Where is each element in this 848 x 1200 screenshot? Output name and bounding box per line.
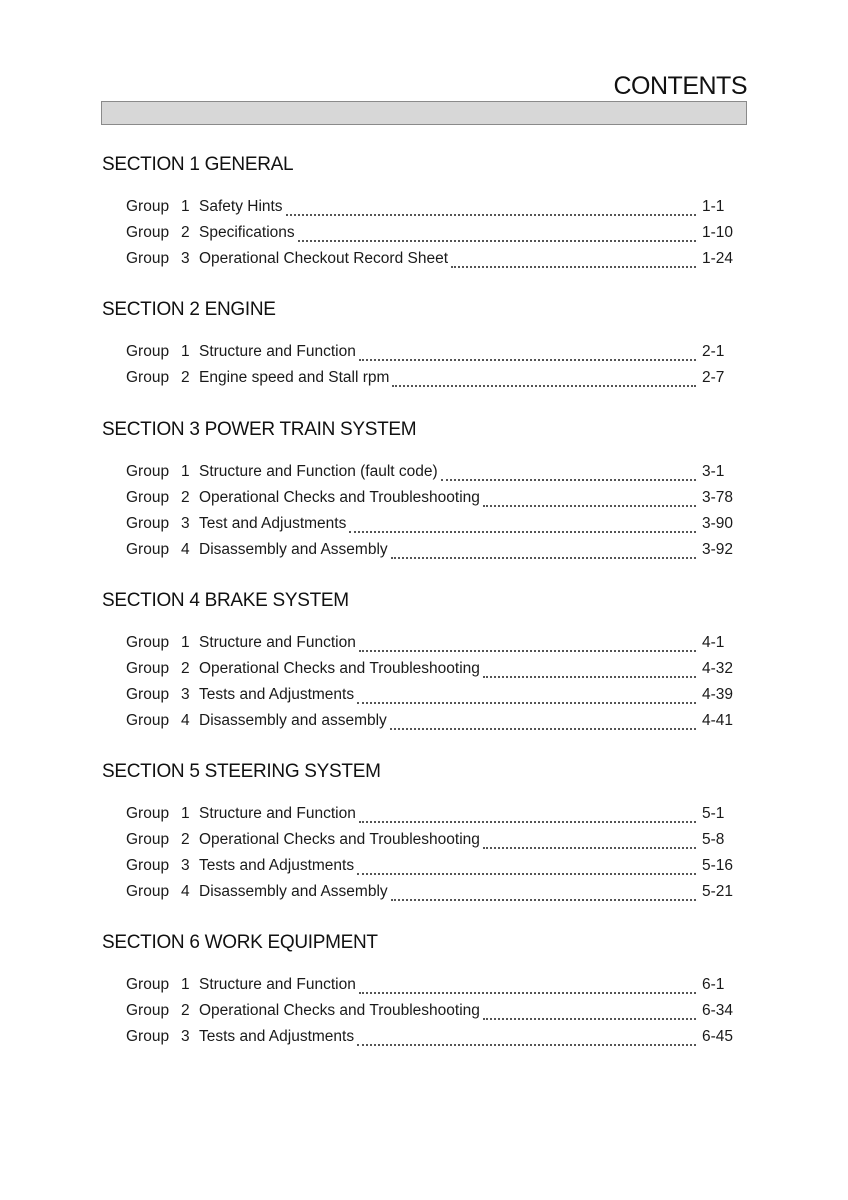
dot-leader <box>359 359 696 361</box>
group-number: 1 <box>181 805 190 822</box>
group-label: Group <box>126 224 170 241</box>
group-number: 2 <box>181 1002 190 1019</box>
page-number: 3-90 <box>702 515 734 532</box>
group-label: Group <box>126 857 170 874</box>
dot-leader <box>390 728 696 730</box>
dot-leader <box>359 650 696 652</box>
dot-leader <box>483 1018 696 1020</box>
group-number: 3 <box>181 515 190 532</box>
toc-entry[interactable] <box>126 660 738 682</box>
toc-entry[interactable] <box>126 805 738 827</box>
group-number: 2 <box>181 831 190 848</box>
group-number: 3 <box>181 250 190 267</box>
page-number: 6-1 <box>702 976 725 993</box>
toc-entry[interactable] <box>126 686 738 708</box>
toc-entry[interactable] <box>126 634 738 656</box>
page-number: 4-32 <box>702 660 734 677</box>
section-heading: SECTION 3 POWER TRAIN SYSTEM <box>102 419 417 440</box>
group-label: Group <box>126 343 170 360</box>
page-title: CONTENTS <box>613 72 747 100</box>
dot-leader <box>451 266 696 268</box>
group-label: Group <box>126 634 170 651</box>
group-label: Group <box>126 831 170 848</box>
page-number: 1-1 <box>702 198 725 215</box>
group-label: Group <box>126 515 170 532</box>
entry-title: Safety Hints <box>199 198 283 215</box>
group-label: Group <box>126 1028 170 1045</box>
entry-title: Disassembly and assembly <box>199 712 387 729</box>
toc-entry[interactable] <box>126 515 738 537</box>
group-label: Group <box>126 976 170 993</box>
group-number: 2 <box>181 369 190 386</box>
entry-title: Engine speed and Stall rpm <box>199 369 390 386</box>
entry-title: Tests and Adjustments <box>199 686 355 703</box>
page-number: 2-1 <box>702 343 725 360</box>
entry-title: Operational Checkout Record Sheet <box>199 250 449 267</box>
entry-title: Disassembly and Assembly <box>199 541 388 558</box>
page-number: 5-1 <box>702 805 725 822</box>
entry-title: Structure and Function <box>199 634 356 651</box>
page-number: 3-92 <box>702 541 734 558</box>
dot-leader <box>483 676 696 678</box>
group-label: Group <box>126 1002 170 1019</box>
toc-entry[interactable] <box>126 712 738 734</box>
page-number: 3-78 <box>702 489 734 506</box>
section-heading: SECTION 6 WORK EQUIPMENT <box>102 932 378 953</box>
group-number: 1 <box>181 343 190 360</box>
group-number: 3 <box>181 1028 190 1045</box>
toc-entry[interactable] <box>126 343 738 365</box>
page-number: 6-34 <box>702 1002 734 1019</box>
toc-entry[interactable] <box>126 1028 738 1050</box>
entry-title: Operational Checks and Troubleshooting <box>199 1002 480 1019</box>
dot-leader <box>286 214 696 216</box>
toc-entry[interactable] <box>126 198 738 220</box>
group-label: Group <box>126 712 170 729</box>
group-label: Group <box>126 883 170 900</box>
dot-leader <box>392 385 696 387</box>
group-label: Group <box>126 250 170 267</box>
entry-title: Specifications <box>199 224 295 241</box>
group-number: 4 <box>181 883 190 900</box>
dot-leader <box>483 847 696 849</box>
group-label: Group <box>126 660 170 677</box>
group-label: Group <box>126 541 170 558</box>
dot-leader <box>359 992 696 994</box>
group-number: 2 <box>181 224 190 241</box>
section-heading: SECTION 5 STEERING SYSTEM <box>102 761 381 782</box>
toc-entry[interactable] <box>126 883 738 905</box>
entry-title: Tests and Adjustments <box>199 1028 355 1045</box>
dot-leader <box>483 505 696 507</box>
entry-title: Operational Checks and Troubleshooting <box>199 489 480 506</box>
entry-title: Structure and Function <box>199 805 356 822</box>
page-number: 1-10 <box>702 224 734 241</box>
dot-leader <box>357 1044 696 1046</box>
page-number: 4-1 <box>702 634 725 651</box>
group-number: 1 <box>181 976 190 993</box>
toc-entry[interactable] <box>126 857 738 879</box>
dot-leader <box>441 479 696 481</box>
title-bar <box>101 101 747 125</box>
section-heading: SECTION 2 ENGINE <box>102 299 276 320</box>
toc-entry[interactable] <box>126 831 738 853</box>
section-heading: SECTION 1 GENERAL <box>102 154 294 175</box>
dot-leader <box>391 899 696 901</box>
entry-title: Structure and Function <box>199 343 356 360</box>
group-label: Group <box>126 198 170 215</box>
page-number: 1-24 <box>702 250 734 267</box>
section-heading: SECTION 4 BRAKE SYSTEM <box>102 590 349 611</box>
toc-entry[interactable] <box>126 976 738 998</box>
group-number: 3 <box>181 686 190 703</box>
page-number: 2-7 <box>702 369 725 386</box>
dot-leader <box>298 240 696 242</box>
page-number: 4-41 <box>702 712 734 729</box>
group-number: 4 <box>181 712 190 729</box>
group-label: Group <box>126 463 170 480</box>
page-number: 5-8 <box>702 831 725 848</box>
toc-entry[interactable] <box>126 224 738 246</box>
group-number: 1 <box>181 634 190 651</box>
group-number: 2 <box>181 660 190 677</box>
entry-title: Structure and Function <box>199 976 356 993</box>
toc-entry[interactable] <box>126 489 738 511</box>
dot-leader <box>357 873 696 875</box>
group-label: Group <box>126 489 170 506</box>
entry-title: Operational Checks and Troubleshooting <box>199 660 480 677</box>
dot-leader <box>349 531 696 533</box>
group-number: 3 <box>181 857 190 874</box>
group-label: Group <box>126 805 170 822</box>
toc-entry[interactable] <box>126 541 738 563</box>
page-number: 5-16 <box>702 857 734 874</box>
page-number: 4-39 <box>702 686 734 703</box>
group-number: 1 <box>181 198 190 215</box>
toc-entry[interactable] <box>126 463 738 485</box>
toc-entry[interactable] <box>126 1002 738 1024</box>
toc-entry[interactable] <box>126 250 738 272</box>
group-number: 2 <box>181 489 190 506</box>
entry-title: Disassembly and Assembly <box>199 883 388 900</box>
entry-title: Tests and Adjustments <box>199 857 355 874</box>
page-number: 6-45 <box>702 1028 734 1045</box>
entry-title: Operational Checks and Troubleshooting <box>199 831 480 848</box>
entry-title: Structure and Function (fault code) <box>199 463 438 480</box>
group-label: Group <box>126 369 170 386</box>
group-label: Group <box>126 686 170 703</box>
group-number: 4 <box>181 541 190 558</box>
entry-title: Test and Adjustments <box>199 515 347 532</box>
dot-leader <box>357 702 696 704</box>
toc-entry[interactable] <box>126 369 738 391</box>
page-number: 3-1 <box>702 463 725 480</box>
dot-leader <box>391 557 696 559</box>
dot-leader <box>359 821 696 823</box>
page-number: 5-21 <box>702 883 734 900</box>
group-number: 1 <box>181 463 190 480</box>
